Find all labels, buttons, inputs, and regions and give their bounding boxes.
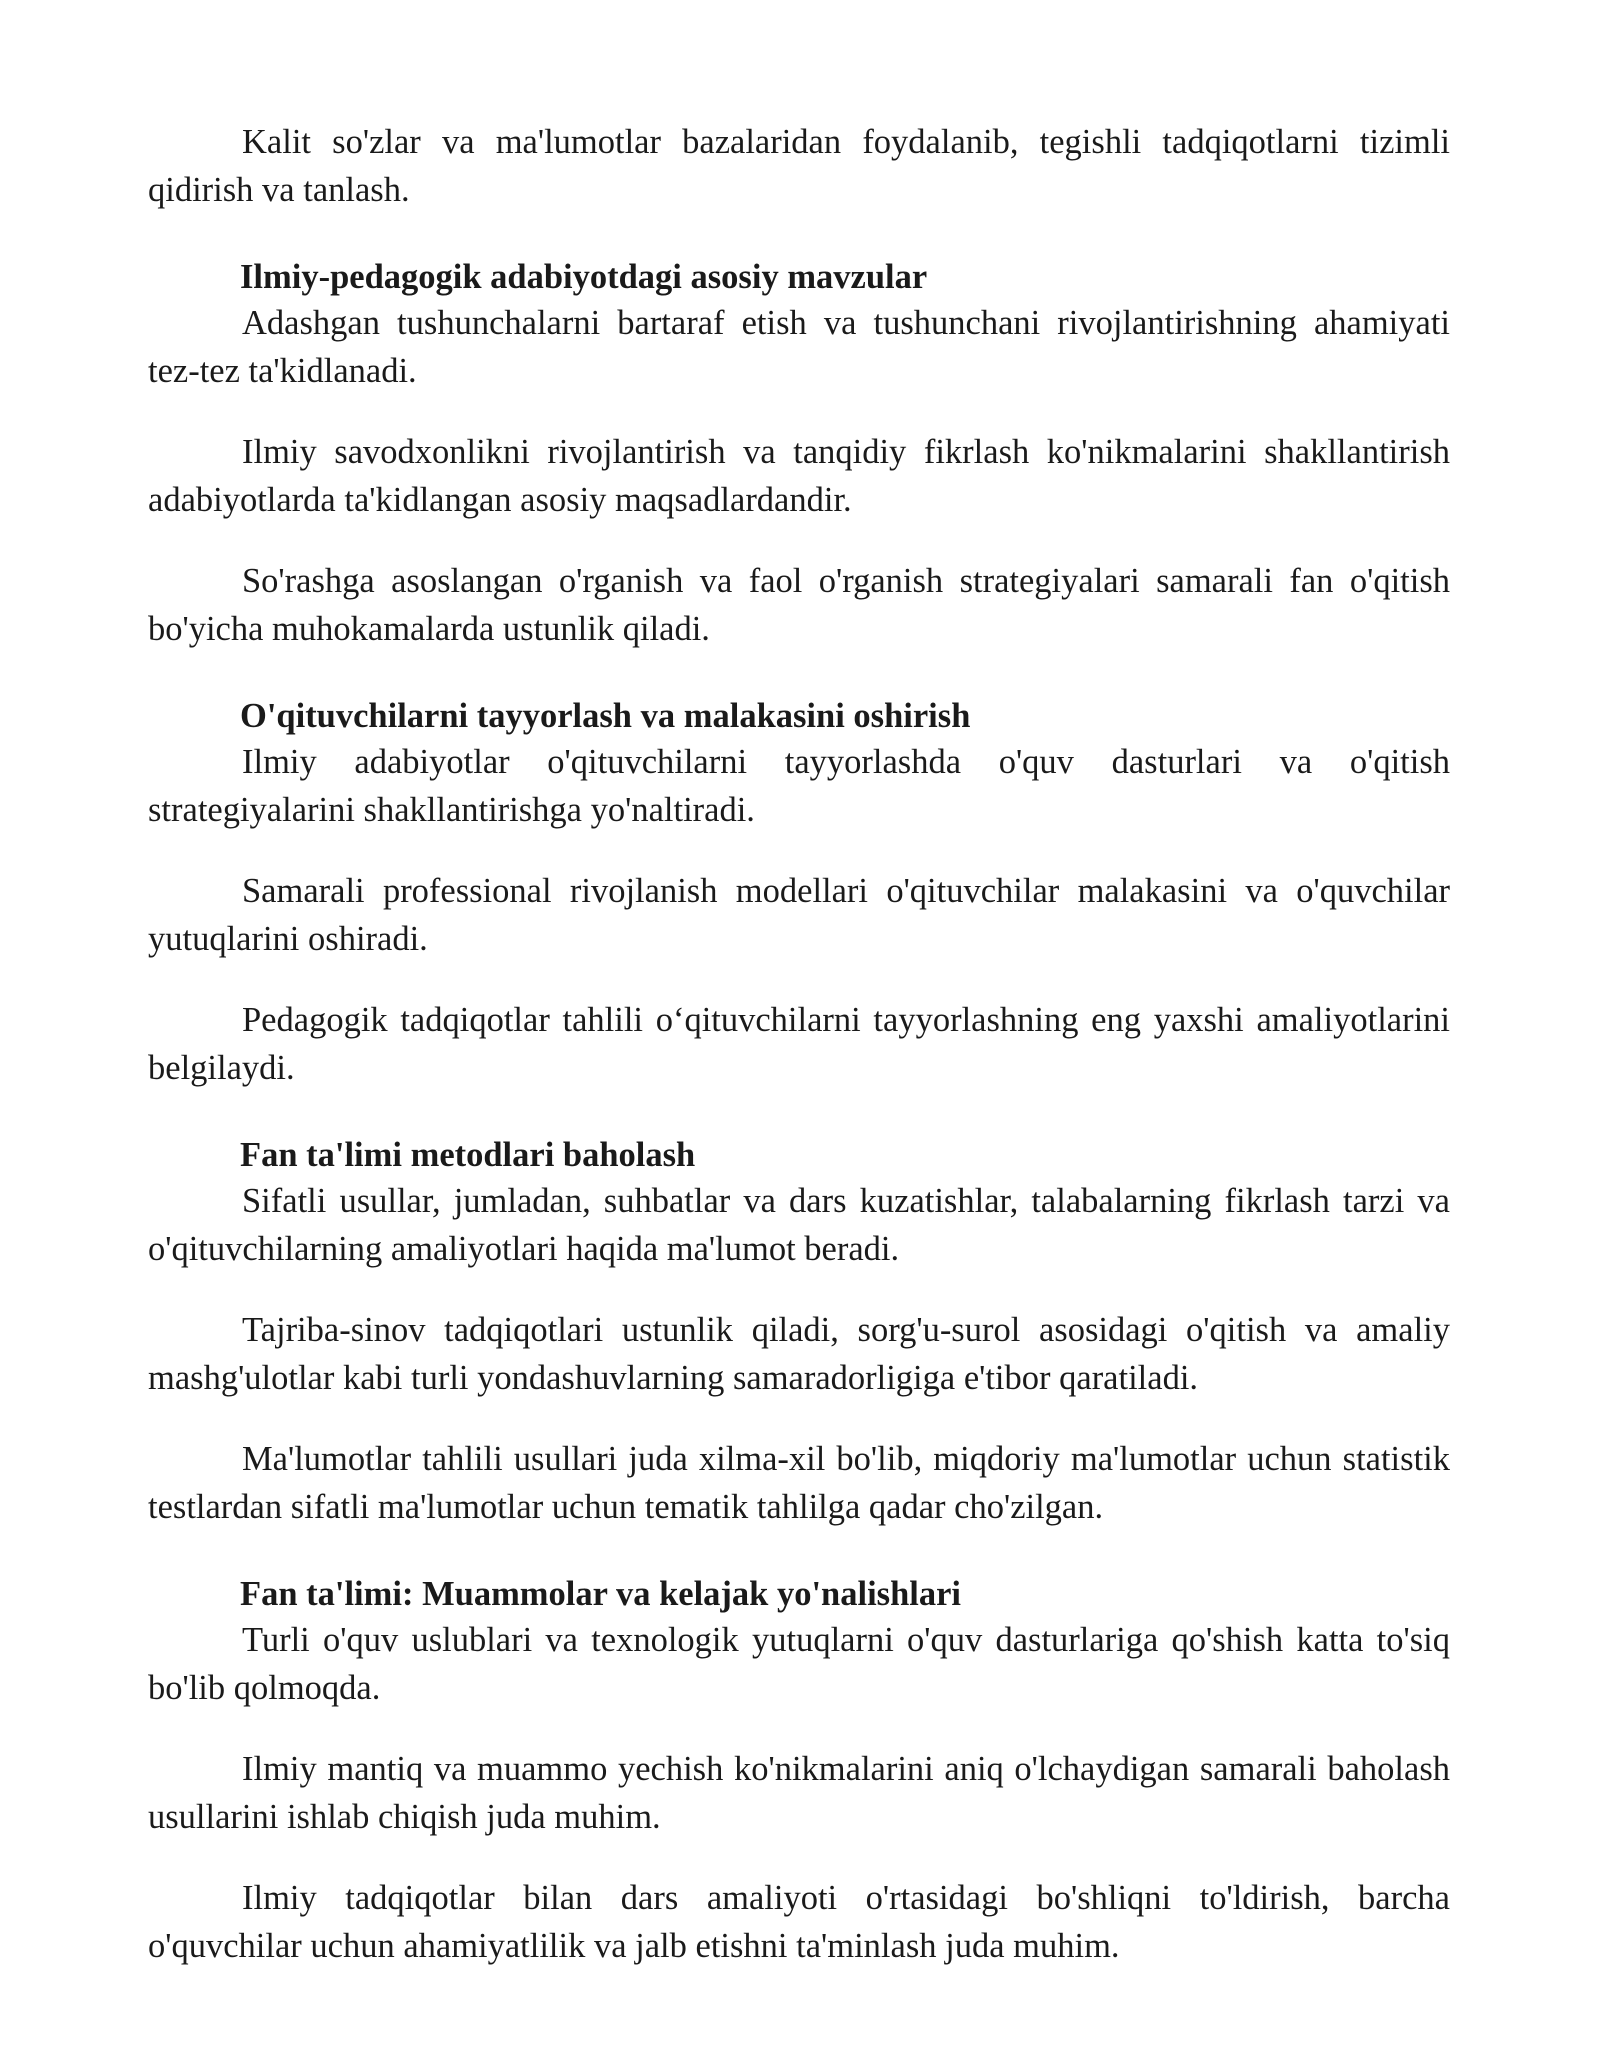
section-challenges-future — [148, 1573, 1450, 1970]
section-paragraph: Turli o'quv uslublari va texnologik yutuqlarni o'quv dasturlariga qo'shish katta to'siq bo'lib qolmoqda. — [148, 1621, 1450, 1707]
section-paragraph: Ma'lumotlar tahlili usullari juda xilma-xil bo'lib, miqdoriy ma'lumotlar uchun statistik testlardan sifatli ma'lumotlar uchun tematik tahlilga qadar cho'zilgan. — [148, 1440, 1450, 1526]
section-paragraph: Pedagogik tadqiqotlar tahlili o‘qituvchilarni tayyorlashning eng yaxshi amaliyotlarini belgilaydi. — [148, 1001, 1450, 1087]
section-key-topics — [148, 256, 1450, 653]
section-teacher-training — [148, 695, 1450, 1092]
document-page — [148, 118, 1450, 1970]
section-paragraph: Adashgan tushunchalarni bartaraf etish va tushunchani rivojlantirishning ahamiyati tez-tez ta'kidlanadi. — [148, 304, 1450, 390]
section-paragraph: Tajriba-sinov tadqiqotlari ustunlik qiladi, sorg'u-surol asosidagi o'qitish va amaliy mashg'ulotlar kabi turli yondashuvlarning samaradorligiga e'tibor qaratiladi. — [148, 1311, 1450, 1397]
section-heading: O'qituvchilarni tayyorlash va malakasini oshirish — [240, 697, 971, 735]
intro-paragraph: Kalit so'zlar va ma'lumotlar bazalaridan foydalanib, tegishli tadqiqotlarni tizimli qidirish va tanlash. — [148, 123, 1450, 209]
section-paragraph: Ilmiy mantiq va muammo yechish ko'nikmalarini aniq o'lchaydigan samarali baholash usullarini ishlab chiqish juda muhim. — [148, 1750, 1450, 1836]
section-paragraph: Ilmiy adabiyotlar o'qituvchilarni tayyorlashda o'quv dasturlari va o'qitish strategiyalarini shakllantirishga yo'naltiradi. — [148, 743, 1450, 829]
section-heading: Fan ta'limi metodlari baholash — [240, 1136, 696, 1174]
section-method-evaluation — [148, 1134, 1450, 1531]
section-paragraph: Samarali professional rivojlanish modellari o'qituvchilar malakasini va o'quvchilar yutuqlarini oshiradi. — [148, 872, 1450, 958]
section-paragraph: Ilmiy savodxonlikni rivojlantirish va tanqidiy fikrlash ko'nikmalarini shakllantirish adabiyotlarda ta'kidlangan asosiy maqsadlardandir. — [148, 433, 1450, 519]
section-paragraph: So'rashga asoslangan o'rganish va faol o'rganish strategiyalari samarali fan o'qitish bo'yicha muhokamalarda ustunlik qiladi. — [148, 562, 1450, 648]
section-paragraph: Sifatli usullar, jumladan, suhbatlar va dars kuzatishlar, talabalarning fikrlash tarzi va o'qituvchilarning amaliyotlari haqida ma'lumot beradi. — [148, 1182, 1450, 1268]
section-heading: Fan ta'limi: Muammolar va kelajak yo'nalishlari — [240, 1575, 961, 1613]
section-paragraph: Ilmiy tadqiqotlar bilan dars amaliyoti o'rtasidagi bo'shliqni to'ldirish, barcha o'quvchilar uchun ahamiyatlilik va jalb etishni ta'minlash juda muhim. — [148, 1879, 1450, 1965]
section-heading: Ilmiy-pedagogik adabiyotdagi asosiy mavzular — [240, 258, 928, 296]
